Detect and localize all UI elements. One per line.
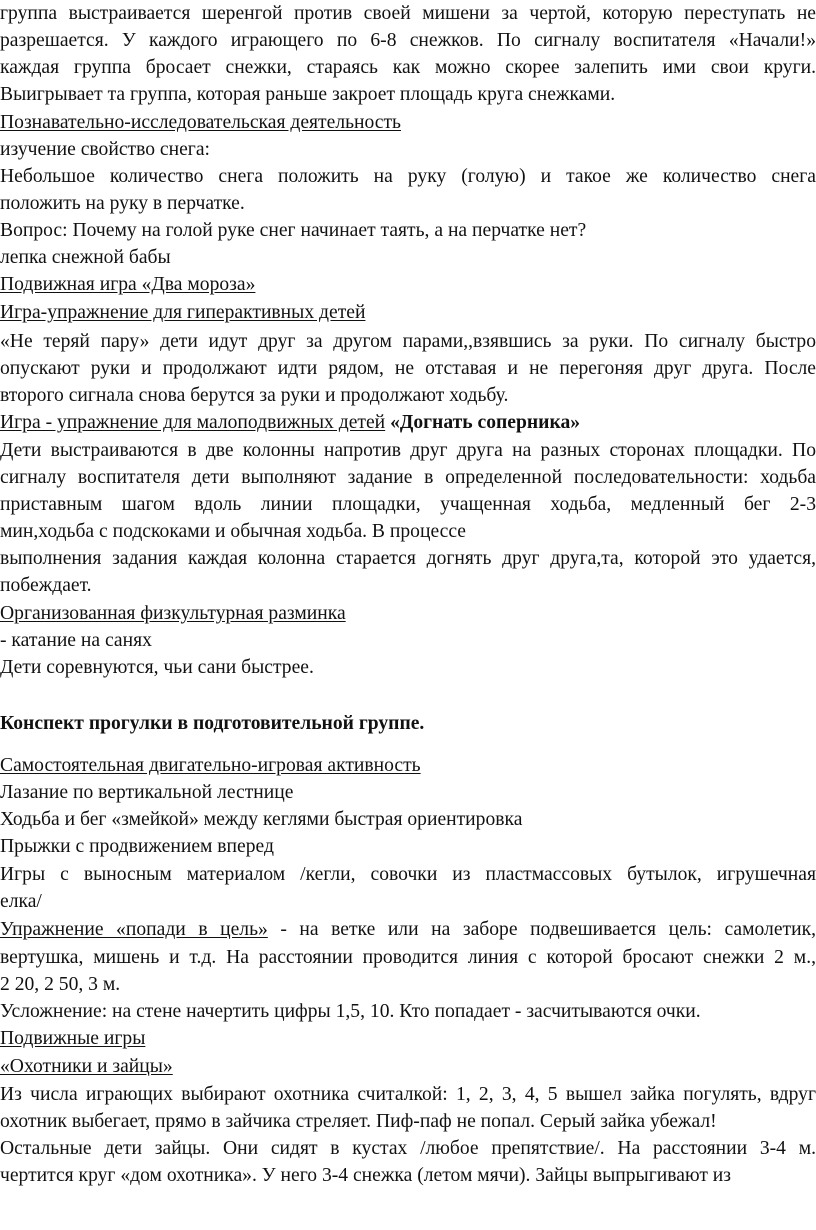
paragraph-line: вертушка, мишень и т.д. На расстоянии проводится линия с которой бросают снежки 2 м., bbox=[0, 947, 816, 968]
paragraph-line: 2 20, 2 50, 3 м. bbox=[0, 974, 121, 995]
paragraph-line: опускают руки и продолжают идти рядом, не отставая и не перегоняя друг друга. После bbox=[0, 358, 816, 379]
section-heading: Познавательно-исследовательская деятельность bbox=[0, 112, 401, 133]
paragraph-line: елка/ bbox=[0, 891, 42, 912]
paragraph-line: Ходьба и бег «змейкой» между кеглями быстрая ориентировка bbox=[0, 809, 523, 830]
paragraph-line: «Не теряй пару» дети идут друг за другом парами,,взявшись за руки. По сигналу быстро bbox=[0, 331, 816, 352]
paragraph-line: мин,ходьба с подскоками и обычная ходьба. В процессе bbox=[0, 521, 466, 542]
section-heading: Подвижная игра «Два мороза» bbox=[0, 274, 256, 295]
section-heading: Игра - упражнение для малоподвижных детей bbox=[0, 412, 386, 433]
paragraph-line: Выигрывает та группа, которая раньше закроет площадь круга снежками. bbox=[0, 84, 616, 105]
paragraph-line: выполнения задания каждая колонна старается догнять друг друга,та, которой это удается, bbox=[0, 548, 816, 569]
paragraph-line: изучение свойство снега: bbox=[0, 139, 210, 160]
paragraph-line: Усложнение: на стене начертить цифры 1,5, 10. Кто попадает - засчитываются очки. bbox=[0, 1001, 701, 1022]
paragraph-line: побеждает. bbox=[0, 575, 92, 596]
section-heading: Игра-упражнение для гиперактивных детей bbox=[0, 302, 366, 323]
paragraph-line: группа выстраивается шеренгой против своей мишени за чертой, которую переступать не bbox=[0, 3, 816, 24]
paragraph-line: второго сигнала снова берутся за руки и продолжают ходьбу. bbox=[0, 385, 509, 406]
paragraph-line: разрешается. У каждого играющего по 6-8 снежков. По сигналу воспитателя «Начали!» bbox=[0, 30, 816, 51]
paragraph-line: - катание на санях bbox=[0, 630, 152, 651]
paragraph-line: чертится круг «дом охотника». У него 3-4 снежка (летом мячи). Зайцы выпрыгивают из bbox=[0, 1165, 732, 1186]
paragraph-line: положить на руку в перчатке. bbox=[0, 193, 245, 214]
paragraph-line: Небольшое количество снега положить на руку (голую) и такое же количество снега bbox=[0, 166, 816, 187]
inline-text: - на ветке или на заборе подвешивается цель: самолетик, bbox=[267, 919, 816, 940]
paragraph-line: Остальные дети зайцы. Они сидят в кустах /любое препятствие/. На расстоянии 3-4 м. bbox=[0, 1138, 816, 1159]
game-title: «Охотники и зайцы» bbox=[0, 1056, 173, 1077]
paragraph-line: Вопрос: Почему на голой руке снег начинает таять, а на перчатке нет? bbox=[0, 220, 587, 241]
paragraph-line-with-heading bbox=[0, 917, 816, 943]
section-heading: Подвижные игры bbox=[0, 1028, 146, 1049]
section-heading: Организованная физкультурная разминка bbox=[0, 603, 346, 624]
paragraph-line: лепка снежной бабы bbox=[0, 247, 171, 268]
paragraph-line: приставным шагом вдоль линии площадки, учащенная ходьба, медленный бег 2-3 bbox=[0, 494, 816, 515]
paragraph-line: Прыжки с продвижением вперед bbox=[0, 836, 274, 857]
paragraph-line: Игры с выносным материалом /кегли, совочки из пластмассовых бутылок, игрушечная bbox=[0, 864, 816, 885]
game-title: «Догнать соперника» bbox=[390, 412, 581, 433]
paragraph-line: Лазание по вертикальной лестнице bbox=[0, 782, 294, 803]
section-heading: Самостоятельная двигательно-игровая активность bbox=[0, 755, 421, 776]
section-heading-line bbox=[0, 410, 816, 436]
paragraph-line: Из числа играющих выбирают охотника считалкой: 1, 2, 3, 4, 5 вышел зайка погулять, вдруг bbox=[0, 1084, 816, 1105]
paragraph-line: каждая группа бросает снежки, стараясь как можно скорее залепить ими свои круги. bbox=[0, 57, 816, 78]
paragraph-line: Дети соревнуются, чьи сани быстрее. bbox=[0, 657, 314, 678]
paragraph-line: Дети выстраиваются в две колонны напротив друг друга на разных сторонах площадки. По bbox=[0, 440, 816, 461]
section-heading: Упражнение «попади в цель» bbox=[0, 919, 268, 940]
document-title: Конспект прогулки в подготовительной группе. bbox=[0, 713, 425, 734]
paragraph-line: охотник выбегает, прямо в зайчика стреляет. Пиф-паф не попал. Серый зайка убежал! bbox=[0, 1111, 717, 1132]
paragraph-line: сигналу воспитателя дети выполняют задание в определенной последовательности: ходьба bbox=[0, 467, 816, 488]
